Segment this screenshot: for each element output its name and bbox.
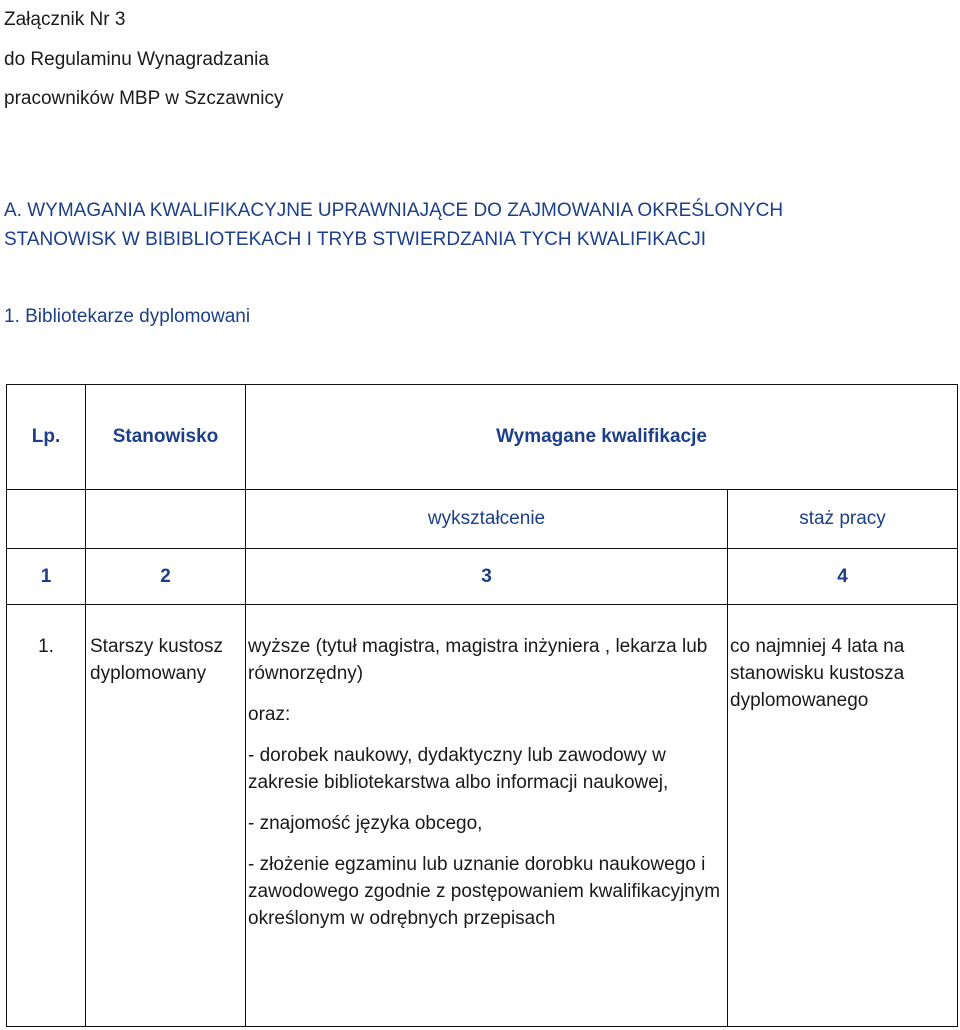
row-staz: co najmniej 4 lata na stanowisku kustosza dyplomowanego [728, 605, 958, 1027]
attachment-line-2: do Regulaminu Wynagradzania [4, 48, 269, 70]
wyksztalcenie-oraz: oraz: [248, 704, 291, 725]
attachment-note [4, 0, 283, 119]
header-stanowisko: Stanowisko [86, 385, 246, 490]
attachment-line-3: pracowników MBP w Szczawnicy [4, 88, 284, 109]
row-wyksztalcenie [246, 605, 728, 1027]
wyksztalcenie-egzamin: - złożenie egzaminu lub uznanie dorobku naukowego i zawodowego zgodnie z postępowaniem kwalifikacyjnym określonym w odrębnych przepisach [248, 854, 721, 929]
qualifications-table [6, 384, 958, 1027]
column-number-3: 3 [246, 549, 728, 605]
subheader-lp-empty [7, 490, 86, 549]
header-lp: Lp. [7, 385, 86, 490]
section-heading: A. WYMAGANIA KWALIFIKACYJNE UPRAWNIAJĄCE DO ZAJMOWANIA OKREŚLONYCH STANOWISK W BIBIBLIOTEKACH I TRYB STWIERDZANIA TYCH KWALIFIKACJI [4, 200, 784, 250]
column-number-1: 1 [7, 549, 86, 605]
subheader-row [7, 490, 958, 549]
header-wymagane: Wymagane kwalifikacje [246, 385, 958, 490]
row-lp: 1. [7, 605, 86, 1027]
table-row [7, 605, 958, 1027]
header-staz: staż pracy [728, 490, 958, 549]
column-number-2: 2 [86, 549, 246, 605]
header-wyksztalcenie: wykształcenie [246, 490, 728, 549]
column-number-4: 4 [728, 549, 958, 605]
subsection-heading: 1. Bibliotekarze dyplomowani [4, 306, 251, 327]
column-number-row [7, 549, 958, 605]
wyksztalcenie-dorobek: - dorobek naukowy, dydaktyczny lub zawodowy w zakresie bibliotekarstwa albo informacji naukowej, [248, 745, 669, 793]
header-row [7, 385, 958, 490]
row-stanowisko: Starszy kustosz dyplomowany [86, 605, 246, 1027]
wyksztalcenie-jezyk: - znajomość języka obcego, [248, 813, 483, 834]
wyksztalcenie-degree: wyższe (tytuł magistra, magistra inżyniera , lekarza lub równorzędny) [248, 636, 708, 684]
subheader-stanowisko-empty [86, 490, 246, 549]
attachment-line-1: Załącznik Nr 3 [4, 9, 126, 30]
